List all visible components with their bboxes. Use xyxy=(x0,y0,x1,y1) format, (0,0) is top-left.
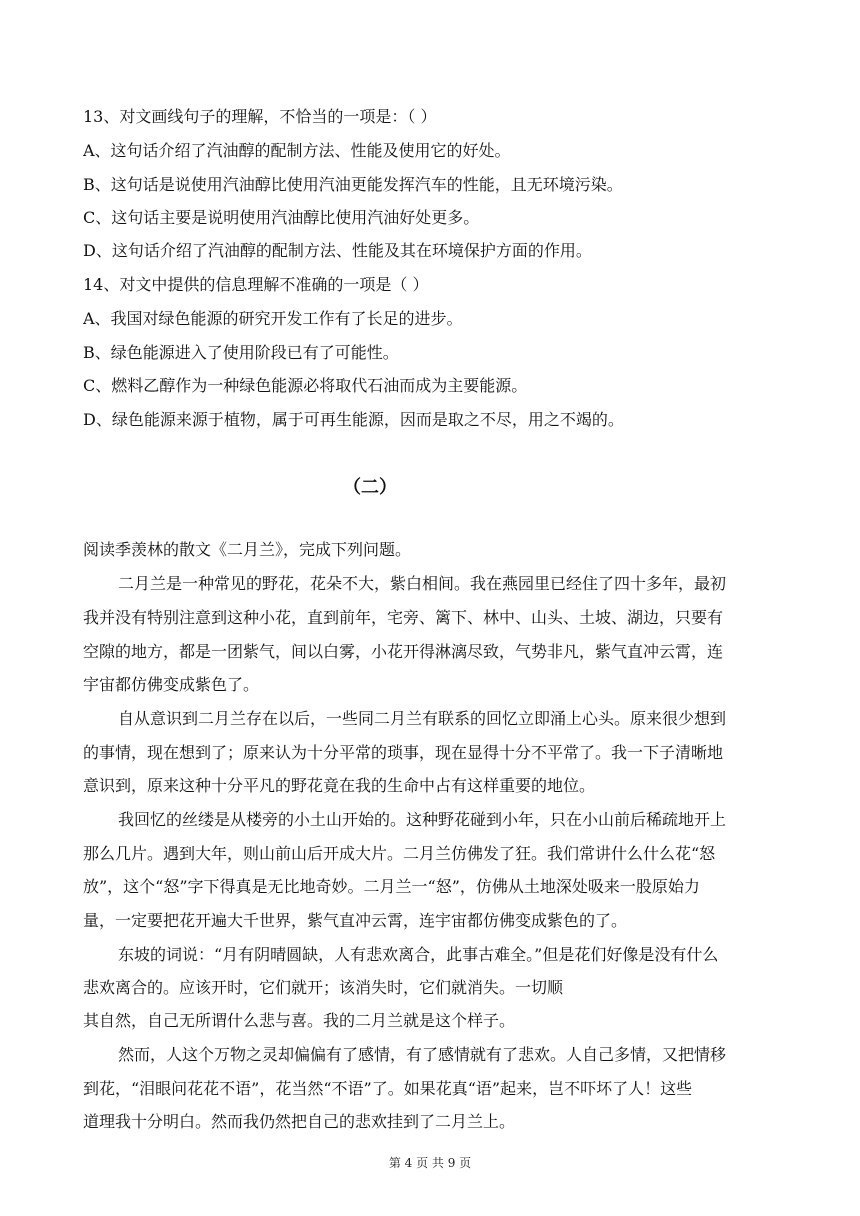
question-14-stem: 14、对文中提供的信息理解不准确的一项是（ ） xyxy=(83,275,429,294)
paragraph-2-line-2: 的事情，现在想到了；原来认为十分平常的琐事，现在显得十分不平常了。我一下子清晰地 xyxy=(83,743,724,762)
paragraph-3-line-1: 我回忆的丝缕是从楼旁的小土山开始的。这种野花碰到小年，只在小山前后稀疏地开上 xyxy=(118,810,727,829)
paragraph-3-line-4: 量，一定要把花开遍大千世界，紫气直冲云霄，连宇宙都仿佛变成紫色的了。 xyxy=(83,911,628,930)
section-title: （二） xyxy=(343,477,397,498)
question-14-option-c: C、燃料乙醇作为一种绿色能源必将取代石油而成为主要能源。 xyxy=(83,376,528,395)
question-13-option-d: D、这句话介绍了汽油醇的配制方法、性能及其在环境保护方面的作用。 xyxy=(83,241,592,260)
question-13-option-a: A、这句话介绍了汽油醇的配制方法、性能及使用它的好处。 xyxy=(83,141,511,160)
question-14-option-b: B、绿色能源进入了使用阶段已有了可能性。 xyxy=(83,343,399,362)
question-14-option-d: D、绿色能源来源于植物，属于可再生能源，因而是取之不尽，用之不竭的。 xyxy=(83,410,624,429)
paragraph-2-line-3: 意识到，原来这种十分平凡的野花竟在我的生命中占有这样重要的地位。 xyxy=(83,776,596,795)
question-14-option-a: A、我国对绿色能源的研究开发工作有了长足的进步。 xyxy=(83,309,463,328)
paragraph-1-line-3: 空隙的地方，都是一团紫气，间以白雾，小花开得淋漓尽致，气势非凡，紫气直冲云霄，连 xyxy=(83,642,724,661)
paragraph-5-line-3: 道理我十分明白。然而我仍然把自己的悲欢挂到了二月兰上。 xyxy=(83,1112,516,1131)
paragraph-2-line-1: 自从意识到二月兰存在以后，一些同二月兰有联系的回忆立即涌上心头。原来很少想到 xyxy=(118,709,727,728)
question-13-option-c: C、这句话主要是说明使用汽油醇比使用汽油好处更多。 xyxy=(83,208,480,227)
paragraph-4-line-1: 东坡的词说：“月有阴晴圆缺，人有悲欢离合，此事古难全。”但是花们好像是没有什么 xyxy=(118,945,719,964)
paragraph-5-line-1: 然而，人这个万物之灵却偏偏有了感情，有了感情就有了悲欢。人自己多情，又把情移 xyxy=(118,1045,727,1064)
reading-intro: 阅读季羡林的散文《二月兰》，完成下列问题。 xyxy=(83,540,412,559)
paragraph-3-line-3: 放”，这个“怒”字下得真是无比地奇妙。二月兰一“怒”，仿佛从土地深处吸来一股原始力 xyxy=(83,877,700,896)
question-13-option-b: B、这句话是说使用汽油醇比使用汽油更能发挥汽车的性能，且无环境污染。 xyxy=(83,175,623,194)
paragraph-4-line-3: 其自然，自己无所谓什么悲与喜。我的二月兰就是这个样子。 xyxy=(83,1011,516,1030)
paragraph-5-line-2: 到花，“泪眼问花花不语”，花当然“不语”了。如果花真“语”起来，岂不吓坏了人！这些 xyxy=(83,1079,693,1098)
paragraph-1-line-4: 宇宙都仿佛变成紫色了。 xyxy=(83,675,260,694)
paragraph-4-line-2: 悲欢离合的。应该开时，它们就开；该消失时，它们就消失。一切顺 xyxy=(83,978,564,997)
paragraph-3-line-2: 那么几片。遇到大年，则山前山后开成大片。二月兰仿佛发了狂。我们常讲什么什么花“怒 xyxy=(83,844,716,863)
paragraph-1-line-1: 二月兰是一种常见的野花，花朵不大，紫白相间。我在燕园里已经住了四十多年，最初 xyxy=(118,574,727,593)
paragraph-1-line-2: 我并没有特别注意到这种小花，直到前年，宅旁、篱下、林中、山头、土坡、湖边，只要有 xyxy=(83,608,724,627)
question-13-stem: 13、对文画线句子的理解，不恰当的一项是：（ ） xyxy=(83,107,437,126)
page-footer: 第 4 页 共 9 页 xyxy=(388,1156,472,1170)
